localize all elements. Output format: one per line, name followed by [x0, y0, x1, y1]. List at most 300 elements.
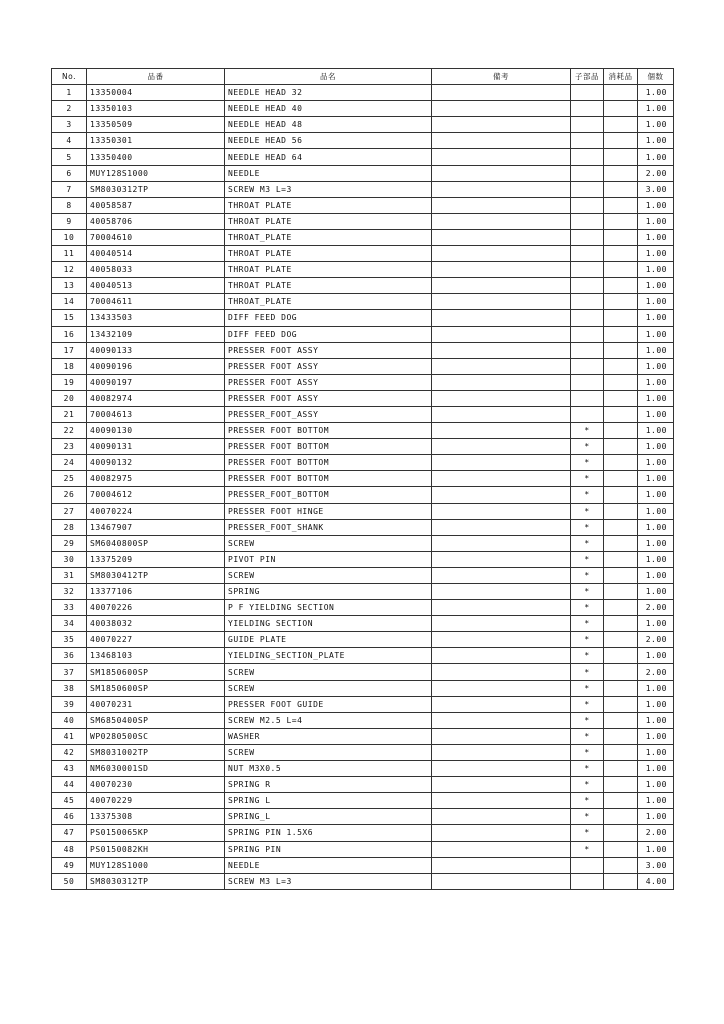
sub-part-cell: *: [571, 825, 604, 841]
table-row: [52, 455, 674, 471]
quantity-cell: 1.00: [638, 793, 674, 809]
part-name-cell: PRESSER_FOOT_SHANK: [225, 519, 432, 535]
row-number-cell: 14: [52, 294, 87, 310]
consumable-cell: [604, 632, 638, 648]
row-number-cell: 43: [52, 761, 87, 777]
consumable-cell: [604, 761, 638, 777]
table-row: [52, 374, 674, 390]
table-row: [52, 213, 674, 229]
remarks-cell: [432, 584, 571, 600]
row-number-cell: 28: [52, 519, 87, 535]
consumable-cell: [604, 680, 638, 696]
part-number-cell: PS0150065KP: [87, 825, 225, 841]
table-row: [52, 390, 674, 406]
part-name-cell: THROAT_PLATE: [225, 229, 432, 245]
consumable-cell: [604, 246, 638, 262]
row-number-cell: 16: [52, 326, 87, 342]
sub-part-cell: *: [571, 487, 604, 503]
row-number-cell: 31: [52, 567, 87, 583]
part-number-cell: 13468103: [87, 648, 225, 664]
sub-part-cell: [571, 390, 604, 406]
sub-part-cell: *: [571, 632, 604, 648]
table-row: [52, 165, 674, 181]
row-number-cell: 13: [52, 278, 87, 294]
consumable-cell: [604, 777, 638, 793]
part-number-cell: SM8031002TP: [87, 744, 225, 760]
quantity-cell: 1.00: [638, 101, 674, 117]
part-number-cell: SM8030412TP: [87, 567, 225, 583]
quantity-cell: 1.00: [638, 535, 674, 551]
remarks-cell: [432, 294, 571, 310]
table-row: [52, 777, 674, 793]
consumable-cell: [604, 197, 638, 213]
part-number-cell: 13433503: [87, 310, 225, 326]
table-row: [52, 809, 674, 825]
remarks-cell: [432, 873, 571, 889]
table-row: [52, 696, 674, 712]
part-number-cell: SM6850400SP: [87, 712, 225, 728]
table-row: [52, 761, 674, 777]
part-name-cell: NEEDLE HEAD 48: [225, 117, 432, 133]
row-number-cell: 11: [52, 246, 87, 262]
remarks-cell: [432, 793, 571, 809]
part-name-cell: SCREW: [225, 744, 432, 760]
remarks-cell: [432, 551, 571, 567]
quantity-cell: 1.00: [638, 551, 674, 567]
consumable-cell: [604, 567, 638, 583]
remarks-cell: [432, 761, 571, 777]
sub-part-cell: [571, 165, 604, 181]
part-number-cell: 70004611: [87, 294, 225, 310]
consumable-cell: [604, 439, 638, 455]
part-name-cell: P F YIELDING SECTION: [225, 600, 432, 616]
part-name-cell: DIFF FEED DOG: [225, 310, 432, 326]
part-number-cell: 13350509: [87, 117, 225, 133]
quantity-cell: 1.00: [638, 712, 674, 728]
quantity-cell: 2.00: [638, 825, 674, 841]
remarks-cell: [432, 117, 571, 133]
remarks-cell: [432, 841, 571, 857]
part-name-cell: PRESSER FOOT GUIDE: [225, 696, 432, 712]
sub-part-cell: *: [571, 841, 604, 857]
part-name-cell: NEEDLE HEAD 32: [225, 85, 432, 101]
consumable-cell: [604, 696, 638, 712]
row-number-cell: 39: [52, 696, 87, 712]
table-row: [52, 246, 674, 262]
sub-part-cell: *: [571, 744, 604, 760]
consumable-cell: [604, 133, 638, 149]
consumable-cell: [604, 229, 638, 245]
table-row: [52, 551, 674, 567]
row-number-cell: 17: [52, 342, 87, 358]
sub-part-cell: *: [571, 584, 604, 600]
quantity-cell: 1.00: [638, 471, 674, 487]
row-number-cell: 47: [52, 825, 87, 841]
sub-part-cell: [571, 294, 604, 310]
table-row: [52, 857, 674, 873]
row-number-cell: 34: [52, 616, 87, 632]
consumable-cell: [604, 278, 638, 294]
sub-part-cell: *: [571, 696, 604, 712]
table-row: [52, 406, 674, 422]
table-row: [52, 664, 674, 680]
table-row: [52, 149, 674, 165]
part-name-cell: NEEDLE: [225, 165, 432, 181]
sub-part-cell: [571, 406, 604, 422]
remarks-cell: [432, 326, 571, 342]
part-name-cell: SCREW: [225, 567, 432, 583]
part-number-cell: 70004612: [87, 487, 225, 503]
part-name-cell: SCREW M3 L=3: [225, 873, 432, 889]
part-number-cell: 40040514: [87, 246, 225, 262]
quantity-cell: 1.00: [638, 278, 674, 294]
consumable-cell: [604, 809, 638, 825]
consumable-cell: [604, 406, 638, 422]
consumable-cell: [604, 294, 638, 310]
part-name-cell: THROAT PLATE: [225, 278, 432, 294]
part-number-cell: 40040513: [87, 278, 225, 294]
row-number-cell: 33: [52, 600, 87, 616]
consumable-cell: [604, 584, 638, 600]
sub-part-cell: *: [571, 616, 604, 632]
part-name-cell: PRESSER FOOT ASSY: [225, 390, 432, 406]
table-row: [52, 85, 674, 101]
part-name-cell: PRESSER FOOT BOTTOM: [225, 471, 432, 487]
part-name-cell: PRESSER FOOT BOTTOM: [225, 439, 432, 455]
row-number-cell: 5: [52, 149, 87, 165]
part-name-cell: SPRING PIN: [225, 841, 432, 857]
part-number-cell: 13467907: [87, 519, 225, 535]
table-row: [52, 519, 674, 535]
row-number-cell: 49: [52, 857, 87, 873]
table-row: [52, 632, 674, 648]
quantity-cell: 2.00: [638, 165, 674, 181]
part-number-cell: NM6030001SD: [87, 761, 225, 777]
row-number-cell: 48: [52, 841, 87, 857]
sub-part-cell: [571, 310, 604, 326]
consumable-cell: [604, 374, 638, 390]
consumable-cell: [604, 181, 638, 197]
sub-part-cell: [571, 117, 604, 133]
row-number-cell: 4: [52, 133, 87, 149]
part-name-cell: NEEDLE: [225, 857, 432, 873]
sub-part-cell: *: [571, 519, 604, 535]
part-name-cell: SCREW M3 L=3: [225, 181, 432, 197]
quantity-cell: 1.00: [638, 262, 674, 278]
consumable-cell: [604, 793, 638, 809]
row-number-cell: 9: [52, 213, 87, 229]
remarks-cell: [432, 310, 571, 326]
sub-part-cell: [571, 229, 604, 245]
part-number-cell: PS0150082KH: [87, 841, 225, 857]
consumable-cell: [604, 857, 638, 873]
remarks-cell: [432, 857, 571, 873]
part-name-cell: PRESSER FOOT ASSY: [225, 358, 432, 374]
row-number-cell: 23: [52, 439, 87, 455]
remarks-cell: [432, 616, 571, 632]
quantity-cell: 1.00: [638, 744, 674, 760]
part-name-cell: THROAT_PLATE: [225, 294, 432, 310]
header-no: No.: [52, 69, 87, 85]
consumable-cell: [604, 342, 638, 358]
part-number-cell: 40038032: [87, 616, 225, 632]
part-name-cell: YIELDING SECTION: [225, 616, 432, 632]
part-number-cell: 40058033: [87, 262, 225, 278]
table-row: [52, 503, 674, 519]
table-row: [52, 342, 674, 358]
quantity-cell: 1.00: [638, 229, 674, 245]
remarks-cell: [432, 567, 571, 583]
row-number-cell: 1: [52, 85, 87, 101]
consumable-cell: [604, 825, 638, 841]
table-row: [52, 744, 674, 760]
part-number-cell: SM8030312TP: [87, 181, 225, 197]
consumable-cell: [604, 165, 638, 181]
sub-part-cell: *: [571, 777, 604, 793]
quantity-cell: 1.00: [638, 455, 674, 471]
quantity-cell: 1.00: [638, 777, 674, 793]
part-number-cell: SM6040800SP: [87, 535, 225, 551]
part-name-cell: PRESSER_FOOT_BOTTOM: [225, 487, 432, 503]
row-number-cell: 35: [52, 632, 87, 648]
table-row: [52, 648, 674, 664]
remarks-cell: [432, 439, 571, 455]
quantity-cell: 1.00: [638, 342, 674, 358]
part-name-cell: THROAT PLATE: [225, 213, 432, 229]
consumable-cell: [604, 262, 638, 278]
part-number-cell: 40058587: [87, 197, 225, 213]
quantity-cell: 1.00: [638, 358, 674, 374]
row-number-cell: 19: [52, 374, 87, 390]
table-row: [52, 680, 674, 696]
table-row: [52, 133, 674, 149]
part-number-cell: 13350400: [87, 149, 225, 165]
consumable-cell: [604, 728, 638, 744]
part-number-cell: MUY128S1000: [87, 165, 225, 181]
part-number-cell: SM1850600SP: [87, 664, 225, 680]
table-row: [52, 471, 674, 487]
row-number-cell: 20: [52, 390, 87, 406]
row-number-cell: 27: [52, 503, 87, 519]
header-consumable: 消耗品: [604, 69, 638, 85]
table-row: [52, 841, 674, 857]
row-number-cell: 37: [52, 664, 87, 680]
part-number-cell: 40090130: [87, 423, 225, 439]
consumable-cell: [604, 423, 638, 439]
quantity-cell: 1.00: [638, 487, 674, 503]
part-name-cell: GUIDE PLATE: [225, 632, 432, 648]
header-part-number: 品番: [87, 69, 225, 85]
remarks-cell: [432, 600, 571, 616]
part-number-cell: 40070229: [87, 793, 225, 809]
table-row: [52, 101, 674, 117]
consumable-cell: [604, 873, 638, 889]
sub-part-cell: *: [571, 535, 604, 551]
part-name-cell: THROAT PLATE: [225, 197, 432, 213]
row-number-cell: 46: [52, 809, 87, 825]
sub-part-cell: *: [571, 439, 604, 455]
row-number-cell: 22: [52, 423, 87, 439]
part-number-cell: MUY128S1000: [87, 857, 225, 873]
part-name-cell: THROAT PLATE: [225, 262, 432, 278]
table-row: [52, 567, 674, 583]
quantity-cell: 1.00: [638, 294, 674, 310]
quantity-cell: 1.00: [638, 680, 674, 696]
consumable-cell: [604, 551, 638, 567]
header-quantity: 個数: [638, 69, 674, 85]
part-number-cell: 40070227: [87, 632, 225, 648]
row-number-cell: 40: [52, 712, 87, 728]
remarks-cell: [432, 503, 571, 519]
part-number-cell: 13432109: [87, 326, 225, 342]
remarks-cell: [432, 471, 571, 487]
quantity-cell: 1.00: [638, 326, 674, 342]
part-number-cell: 13350004: [87, 85, 225, 101]
quantity-cell: 1.00: [638, 149, 674, 165]
sub-part-cell: *: [571, 503, 604, 519]
sub-part-cell: *: [571, 567, 604, 583]
part-number-cell: 40090132: [87, 455, 225, 471]
sub-part-cell: [571, 262, 604, 278]
part-number-cell: SM1850600SP: [87, 680, 225, 696]
quantity-cell: 1.00: [638, 310, 674, 326]
sub-part-cell: [571, 374, 604, 390]
part-name-cell: NEEDLE HEAD 40: [225, 101, 432, 117]
table-row: [52, 535, 674, 551]
quantity-cell: 1.00: [638, 616, 674, 632]
table-row: [52, 310, 674, 326]
consumable-cell: [604, 487, 638, 503]
consumable-cell: [604, 664, 638, 680]
part-number-cell: 13350103: [87, 101, 225, 117]
remarks-cell: [432, 197, 571, 213]
part-number-cell: 40090197: [87, 374, 225, 390]
row-number-cell: 42: [52, 744, 87, 760]
remarks-cell: [432, 278, 571, 294]
remarks-cell: [432, 712, 571, 728]
parts-list-table: [51, 68, 674, 890]
sub-part-cell: [571, 246, 604, 262]
remarks-cell: [432, 165, 571, 181]
part-number-cell: 40070231: [87, 696, 225, 712]
consumable-cell: [604, 712, 638, 728]
row-number-cell: 15: [52, 310, 87, 326]
remarks-cell: [432, 728, 571, 744]
quantity-cell: 2.00: [638, 664, 674, 680]
table-row: [52, 423, 674, 439]
quantity-cell: 1.00: [638, 213, 674, 229]
sub-part-cell: *: [571, 761, 604, 777]
sub-part-cell: *: [571, 664, 604, 680]
quantity-cell: 1.00: [638, 406, 674, 422]
remarks-cell: [432, 374, 571, 390]
sub-part-cell: [571, 181, 604, 197]
consumable-cell: [604, 648, 638, 664]
table-row: [52, 358, 674, 374]
remarks-cell: [432, 342, 571, 358]
part-name-cell: PRESSER_FOOT_ASSY: [225, 406, 432, 422]
sub-part-cell: *: [571, 793, 604, 809]
remarks-cell: [432, 101, 571, 117]
sub-part-cell: [571, 85, 604, 101]
remarks-cell: [432, 423, 571, 439]
header-row: [52, 69, 674, 85]
table-row: [52, 229, 674, 245]
part-number-cell: 13375308: [87, 809, 225, 825]
row-number-cell: 44: [52, 777, 87, 793]
sub-part-cell: *: [571, 728, 604, 744]
part-name-cell: PIVOT PIN: [225, 551, 432, 567]
remarks-cell: [432, 85, 571, 101]
sub-part-cell: [571, 133, 604, 149]
table-row: [52, 117, 674, 133]
part-name-cell: THROAT PLATE: [225, 246, 432, 262]
row-number-cell: 50: [52, 873, 87, 889]
consumable-cell: [604, 535, 638, 551]
table-row: [52, 487, 674, 503]
part-number-cell: 70004610: [87, 229, 225, 245]
quantity-cell: 1.00: [638, 85, 674, 101]
part-name-cell: SCREW: [225, 664, 432, 680]
table-row: [52, 728, 674, 744]
row-number-cell: 36: [52, 648, 87, 664]
consumable-cell: [604, 310, 638, 326]
quantity-cell: 1.00: [638, 133, 674, 149]
row-number-cell: 6: [52, 165, 87, 181]
consumable-cell: [604, 519, 638, 535]
remarks-cell: [432, 149, 571, 165]
row-number-cell: 10: [52, 229, 87, 245]
sub-part-cell: *: [571, 712, 604, 728]
table-row: [52, 326, 674, 342]
consumable-cell: [604, 616, 638, 632]
sub-part-cell: [571, 149, 604, 165]
remarks-cell: [432, 246, 571, 262]
remarks-cell: [432, 744, 571, 760]
sub-part-cell: [571, 342, 604, 358]
consumable-cell: [604, 358, 638, 374]
table-header: [52, 69, 674, 85]
row-number-cell: 24: [52, 455, 87, 471]
table-row: [52, 873, 674, 889]
part-number-cell: 13350301: [87, 133, 225, 149]
quantity-cell: 1.00: [638, 519, 674, 535]
part-number-cell: 40090133: [87, 342, 225, 358]
remarks-cell: [432, 632, 571, 648]
part-number-cell: WP0280500SC: [87, 728, 225, 744]
remarks-cell: [432, 680, 571, 696]
part-number-cell: 13377106: [87, 584, 225, 600]
part-name-cell: SPRING_L: [225, 809, 432, 825]
quantity-cell: 1.00: [638, 809, 674, 825]
quantity-cell: 1.00: [638, 246, 674, 262]
consumable-cell: [604, 455, 638, 471]
quantity-cell: 3.00: [638, 857, 674, 873]
sub-part-cell: *: [571, 680, 604, 696]
quantity-cell: 1.00: [638, 648, 674, 664]
part-number-cell: 13375209: [87, 551, 225, 567]
part-name-cell: SCREW: [225, 680, 432, 696]
consumable-cell: [604, 149, 638, 165]
remarks-cell: [432, 390, 571, 406]
table-row: [52, 584, 674, 600]
part-number-cell: 40070230: [87, 777, 225, 793]
part-number-cell: 40082975: [87, 471, 225, 487]
quantity-cell: 1.00: [638, 390, 674, 406]
row-number-cell: 45: [52, 793, 87, 809]
sub-part-cell: *: [571, 809, 604, 825]
row-number-cell: 38: [52, 680, 87, 696]
